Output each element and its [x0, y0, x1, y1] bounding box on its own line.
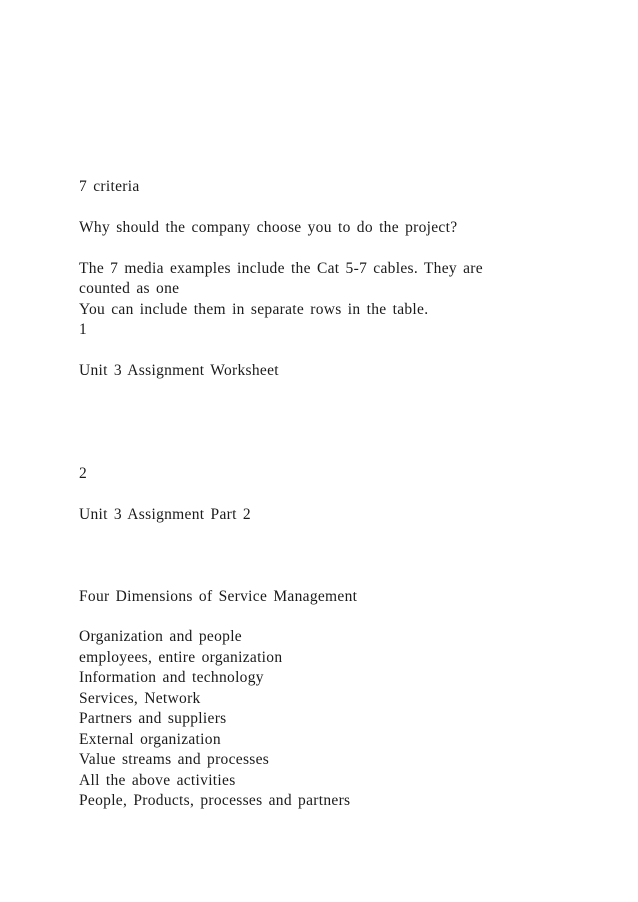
question-text: Why should the company choose you to do the project? [79, 219, 458, 236]
dimension-item: Value streams and processes [79, 751, 270, 768]
page-number-1: 1 [79, 321, 88, 338]
page-number-2: 2 [79, 465, 88, 482]
media-note-line-1: The 7 media examples include the Cat 5-7 cables. They are [79, 260, 483, 277]
criteria-heading: 7 criteria [79, 178, 140, 195]
dimension-item: Partners and suppliers [79, 710, 227, 727]
dimension-item: External organization [79, 731, 221, 748]
media-note-line-3: You can include them in separate rows in the table. [79, 301, 429, 318]
part2-title: Unit 3 Assignment Part 2 [79, 506, 251, 523]
dimension-item: Organization and people [79, 628, 242, 645]
dimension-item: Services, Network [79, 690, 201, 707]
media-note-line-2: counted as one [79, 280, 180, 297]
dimension-item: All the above activities [79, 772, 236, 789]
dimension-item: People, Products, processes and partners [79, 792, 351, 809]
dimension-item: Information and technology [79, 669, 264, 686]
dimension-item: employees, entire organization [79, 649, 283, 666]
dimensions-heading: Four Dimensions of Service Management [79, 588, 358, 605]
worksheet-title: Unit 3 Assignment Worksheet [79, 362, 279, 379]
